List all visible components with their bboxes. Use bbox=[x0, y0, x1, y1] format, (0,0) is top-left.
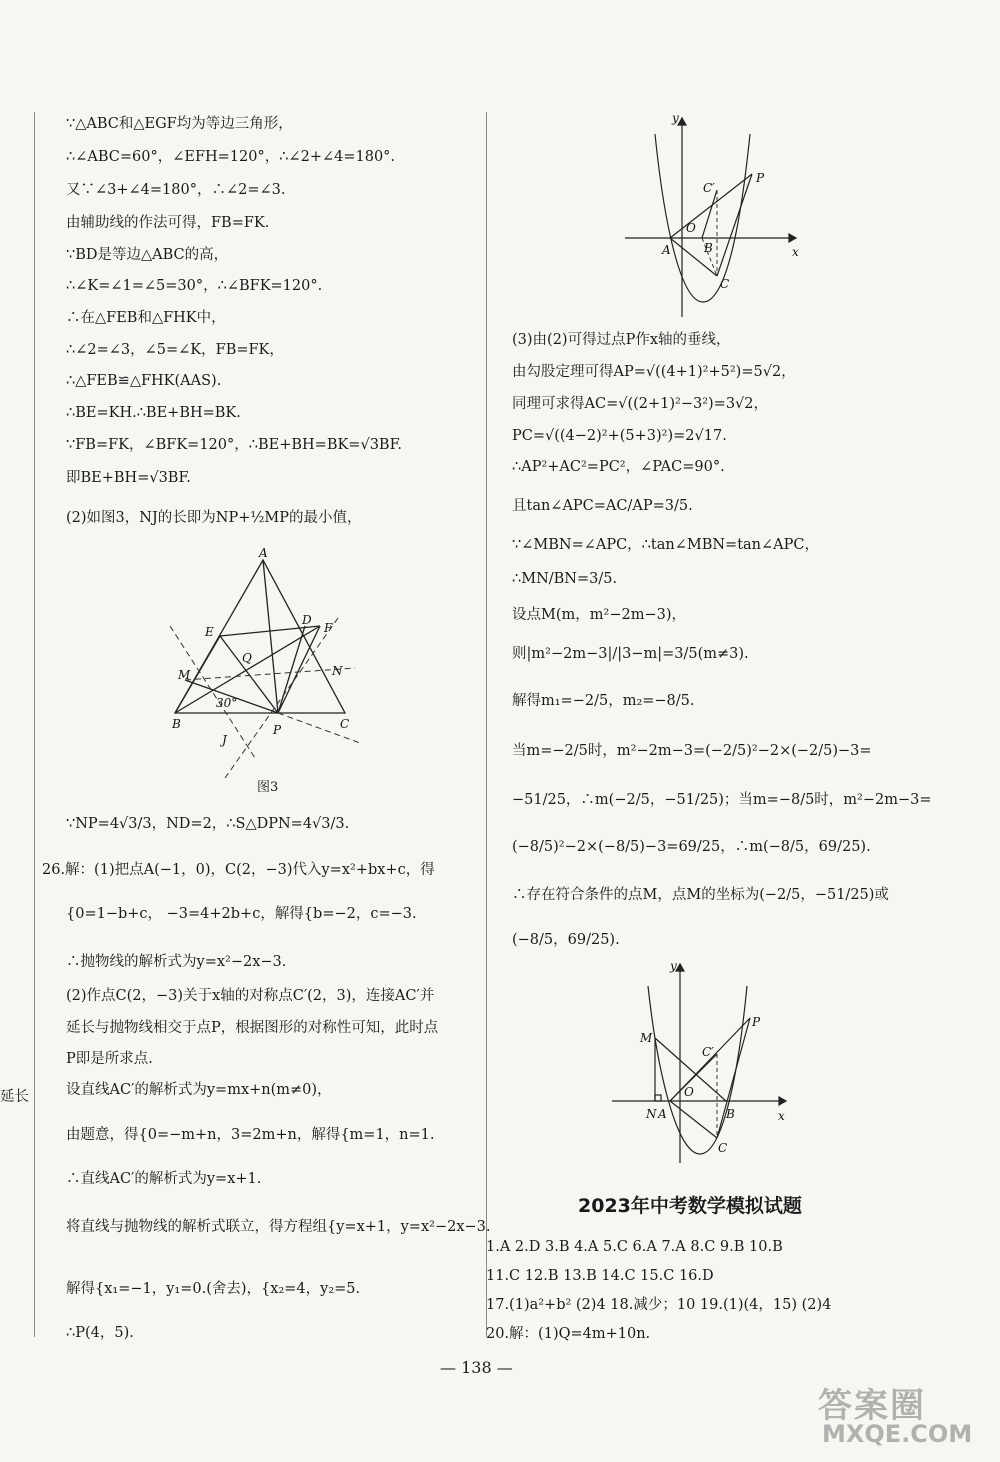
right-line-9: 设点M(m，m²−2m−3)， bbox=[512, 607, 686, 623]
g2-label-N: N bbox=[646, 1107, 657, 1121]
left-line-5: ∵BD是等边△ABC的高， bbox=[66, 247, 229, 263]
fig3-label-D: D bbox=[302, 613, 312, 627]
fig3-label-N: N bbox=[332, 664, 343, 678]
g1-label-O: O bbox=[686, 221, 696, 235]
left-line-13: (2)如图3，NJ的长即为NP+½MP的最小值， bbox=[66, 510, 362, 526]
fig3-label-Q: Q bbox=[242, 651, 252, 665]
g1-label-Cprime: C′ bbox=[703, 181, 715, 195]
fig3-label-C: C bbox=[340, 717, 350, 731]
watermark-logo: 答案圈 bbox=[818, 1386, 926, 1426]
left-column-rule bbox=[34, 112, 35, 1337]
right-line-6: 且tan∠APC=AC/AP=3/5. bbox=[512, 498, 693, 514]
fig3-label-M: M bbox=[178, 668, 191, 682]
answers-row-1: 1.A 2.D 3.B 4.A 5.C 6.A 7.A 8.C 9.B 10.B bbox=[486, 1239, 783, 1255]
g2-label-Cprime: C′ bbox=[702, 1045, 714, 1059]
g1-label-C: C bbox=[720, 277, 730, 291]
center-column-rule bbox=[486, 112, 487, 1337]
figure-3 bbox=[160, 548, 380, 778]
right-line-7: ∵∠MBN=∠APC，∴tan∠MBN=tan∠APC， bbox=[512, 537, 819, 553]
fig3-label-P: P bbox=[273, 723, 282, 737]
fig3-label-F: F bbox=[324, 621, 333, 635]
right-line-12: 当m=−2/5时，m²−2m−3=(−2/5)²−2×(−2/5)−3= bbox=[512, 743, 872, 759]
g2-label-M: M bbox=[640, 1031, 653, 1045]
g2-label-y: y bbox=[670, 959, 677, 973]
q26-line-7: 设直线AC′的解析式为y=mx+n(m≠0)， bbox=[66, 1082, 332, 1098]
q26-line-6: P即是所求点. bbox=[66, 1051, 153, 1067]
q26-line-10: 将直线与抛物线的解析式联立，得方程组{y=x+1，y=x²−2x−3. bbox=[66, 1219, 491, 1235]
right-line-1: (3)由(2)可得过点P作x轴的垂线， bbox=[512, 332, 731, 348]
left-line-12: 即BE+BH=√3BF. bbox=[66, 470, 191, 486]
left-line-4: 由辅助线的作法可得，FB=FK. bbox=[66, 215, 270, 231]
figure-3-caption: 图3 bbox=[257, 780, 279, 795]
right-line-16: (−8/5，69/25). bbox=[512, 932, 620, 948]
fig3-label-E: E bbox=[205, 625, 214, 639]
answers-row-4: 20.解：(1)Q=4m+10n. bbox=[486, 1326, 651, 1342]
left-line-9: ∴△FEB≌△FHK(AAS). bbox=[66, 373, 222, 389]
answers-row-2: 11.C 12.B 13.B 14.C 15.C 16.D bbox=[486, 1268, 714, 1284]
left-line-11: ∵FB=FK，∠BFK=120°，∴BE+BH=BK=√3BF. bbox=[66, 437, 402, 453]
g2-label-B: B bbox=[726, 1107, 735, 1121]
g2-label-C: C bbox=[718, 1141, 728, 1155]
g1-label-y: y bbox=[672, 112, 679, 125]
q26-line-2: {0=1−b+c， −3=4+2b+c，解得{b=−2，c=−3. bbox=[66, 906, 417, 922]
answers-row-3: 17.(1)a²+b² (2)4 18.减少；10 19.(1)(4，15) (2)4 bbox=[486, 1297, 832, 1313]
left-line-10: ∴BE=KH.∴BE+BH=BK. bbox=[66, 405, 241, 421]
right-line-13: −51/25，∴m(−2/5，−51/25)；当m=−8/5时，m²−2m−3= bbox=[512, 792, 932, 808]
section-title: 2023年中考数学模拟试题 bbox=[578, 1195, 802, 1217]
edge-text: 延长 bbox=[0, 1089, 29, 1105]
q26-line-5: 延长与抛物线相交于点P，根据图形的对称性可知，此时点 bbox=[66, 1020, 439, 1036]
graph-2 bbox=[600, 958, 800, 1168]
right-line-4: PC=√((4−2)²+(5+3)²)=2√17. bbox=[512, 428, 727, 444]
right-line-14: (−8/5)²−2×(−8/5)−3=69/25，∴m(−8/5，69/25). bbox=[512, 839, 871, 855]
q26-line-3: ∴抛物线的解析式为y=x²−2x−3. bbox=[66, 954, 287, 970]
g2-label-A: A bbox=[658, 1107, 667, 1121]
q26-line-9: ∴直线AC′的解析式为y=x+1. bbox=[66, 1171, 262, 1187]
fig3-label-B: B bbox=[172, 717, 181, 731]
g1-label-P: P bbox=[756, 171, 765, 185]
left-line-6: ∴∠K=∠1=∠5=30°，∴∠BFK=120°. bbox=[66, 278, 323, 294]
fig3-label-J: J bbox=[222, 733, 227, 747]
right-line-10: 则|m²−2m−3|/|3−m|=3/5(m≠3). bbox=[512, 646, 749, 662]
fig3-label-A: A bbox=[259, 548, 268, 560]
right-line-11: 解得m₁=−2/5，m₂=−8/5. bbox=[512, 693, 695, 709]
q26-line-12: ∴P(4，5). bbox=[66, 1325, 134, 1341]
fig3-label-30deg: 30° bbox=[216, 696, 238, 710]
left-line-3: 又∵∠3+∠4=180°，∴∠2=∠3. bbox=[66, 182, 286, 198]
q26-line-4: (2)作点C(2，−3)关于x轴的对称点C′(2，3)，连接AC′并 bbox=[66, 988, 435, 1004]
right-line-3: 同理可求得AC=√((2+1)²−3²)=3√2， bbox=[512, 396, 769, 412]
g1-label-x: x bbox=[792, 245, 799, 259]
g1-label-A: A bbox=[662, 243, 671, 257]
right-line-8: ∴MN/BN=3/5. bbox=[512, 571, 618, 587]
q26-line-8: 由题意，得{0=−m+n，3=2m+n，解得{m=1，n=1. bbox=[66, 1127, 435, 1143]
graph-1 bbox=[600, 112, 800, 322]
right-line-2: 由勾股定理可得AP=√((4+1)²+5²)=5√2， bbox=[512, 364, 796, 380]
g2-label-O: O bbox=[684, 1085, 694, 1099]
q26-line-11: 解得{x₁=−1，y₁=0.(舍去)，{x₂=4，y₂=5. bbox=[66, 1281, 361, 1297]
g2-label-x: x bbox=[778, 1109, 785, 1123]
left-line-2: ∴∠ABC=60°，∠EFH=120°，∴∠2+∠4=180°. bbox=[66, 149, 396, 165]
g1-label-B: B bbox=[704, 241, 713, 255]
left-line-7: ∴在△FEB和△FHK中， bbox=[66, 310, 226, 326]
page-number: — 138 — bbox=[440, 1358, 513, 1377]
left-after-fig: ∵NP=4√3/3，ND=2，∴S△DPN=4√3/3. bbox=[66, 816, 350, 832]
right-line-15: ∴存在符合条件的点M，点M的坐标为(−2/5，−51/25)或 bbox=[512, 887, 889, 903]
right-line-5: ∴AP²+AC²=PC²，∠PAC=90°. bbox=[512, 459, 725, 475]
q26-line-1: 26.解：(1)把点A(−1，0)，C(2，−3)代入y=x²+bx+c，得 bbox=[42, 862, 435, 878]
left-line-1: ∵△ABC和△EGF均为等边三角形， bbox=[66, 116, 293, 132]
g2-label-P: P bbox=[752, 1015, 761, 1029]
left-line-8: ∴∠2=∠3，∠5=∠K，FB=FK， bbox=[66, 342, 284, 358]
watermark-url: MXQE.COM bbox=[822, 1420, 973, 1448]
